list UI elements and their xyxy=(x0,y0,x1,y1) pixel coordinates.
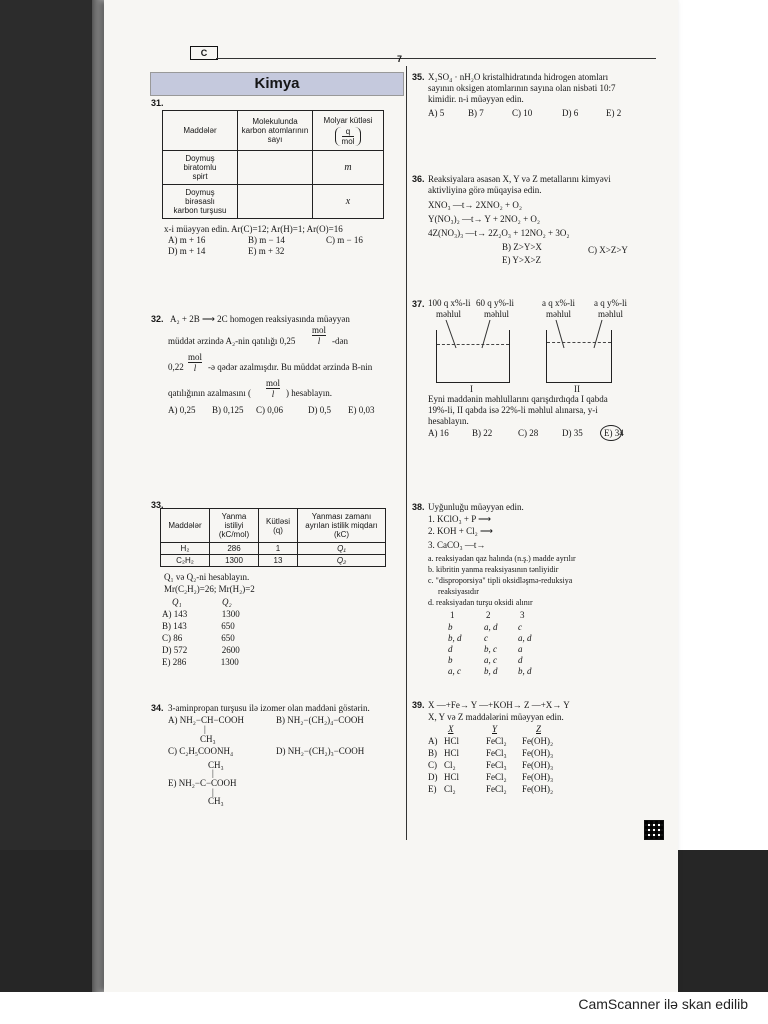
subject-title: Kimya xyxy=(254,75,300,92)
q38-option-c[interactable] xyxy=(428,644,523,654)
q32-frac3-bottom: l xyxy=(271,389,275,399)
q34-option-a[interactable]: A) NH₂−CH−COOH xyxy=(168,715,245,725)
q39-c-x: Cl₂ xyxy=(444,760,456,770)
q33-b-letter: B) xyxy=(162,621,171,631)
q37-option-e[interactable]: E) 34 xyxy=(604,428,624,438)
q32-fraction-2 xyxy=(188,352,202,373)
q32-option-c[interactable]: C) 0,06 xyxy=(256,405,283,415)
q33-option-a[interactable] xyxy=(162,609,240,619)
q39-stem: X, Y və Z maddələrini müəyyən edin. xyxy=(428,712,564,722)
q31-option-b[interactable]: B) m − 14 xyxy=(248,235,285,245)
q33-option-e[interactable] xyxy=(162,657,239,667)
q39-e-y: FeCl₂ xyxy=(486,784,507,794)
q31-unit-bracket xyxy=(335,127,362,146)
q37-option-b[interactable]: B) 22 xyxy=(472,428,493,438)
q36-line1: Reaksiyalara əsasən X, Y və Z metallarını kimyəvi xyxy=(428,174,611,184)
q37-sub-4: məhlul xyxy=(598,309,623,319)
q33-d-q2: 2600 xyxy=(221,645,240,655)
q35-option-e[interactable]: E) 2 xyxy=(606,108,622,118)
q38-prop-b: b. kibritin yanma reaksiyasının tənliyidir xyxy=(428,565,559,574)
q36-reaction1: XNO₃ —t→ 2XNO₂ + O₂ xyxy=(428,200,522,210)
q35-option-c[interactable]: C) 10 xyxy=(512,108,533,118)
pour-arrows xyxy=(424,318,644,358)
arrow-3 xyxy=(556,320,564,348)
q33-e-letter: E) xyxy=(162,657,171,667)
q38-option-d[interactable] xyxy=(428,655,523,665)
beaker-2-label: II xyxy=(574,384,580,394)
q34-option-a-bond: | xyxy=(204,724,206,734)
q38-option-e[interactable] xyxy=(428,666,532,676)
q32-fraction-1 xyxy=(312,325,326,346)
q38-a-3: c xyxy=(518,622,522,632)
q31-option-e[interactable]: E) m + 32 xyxy=(248,246,285,256)
q38-c-2: b, c xyxy=(484,644,497,654)
q39-b-x: HCl xyxy=(444,748,460,758)
q36-option-b[interactable]: B) Z>Y>X xyxy=(502,242,542,252)
q31-stem: x-i müəyyən edin. Ar(C)=12; Ar(H)=1; Ar(O)=16 xyxy=(164,224,343,234)
q36-reaction3: 4Z(NO₃)₃ —t→ 2Z₂O₃ + 12NO₂ + 3O₂ xyxy=(428,228,570,238)
q33-option-c[interactable] xyxy=(162,633,235,643)
q38-option-a[interactable] xyxy=(428,622,522,632)
q38-prop-a: a. reaksiyadan qaz halında (n.ş.) madde ayrılır xyxy=(428,554,576,563)
q33-r2-c3: 13 xyxy=(259,555,298,567)
q39-b-z: Fe(OH)₃ xyxy=(522,748,554,758)
q38-prop-c: c. "disproporsiya" tipli oksidləşmə-reduksiya xyxy=(428,576,573,585)
q31-molar-label: Molyar kütləsi xyxy=(323,115,373,125)
q38-e-1: a, c xyxy=(448,666,461,676)
q33-r2-c4: Q₂ xyxy=(298,555,386,567)
q37-sub-3: məhlul xyxy=(546,309,571,319)
q35-line1: X₂SO₄ · nH₂O kristalhidratında hidrogen atomları xyxy=(428,72,609,82)
q33-c-q1: 86 xyxy=(173,633,183,643)
q34-option-d[interactable]: D) NH₂−(CH₂)₃−COOH xyxy=(276,746,365,756)
exam-page xyxy=(104,0,678,992)
q31-number: 31. xyxy=(151,98,164,108)
q38-d-1: b xyxy=(448,655,453,665)
q33-d-letter: D) xyxy=(162,645,172,655)
q33-b-q2: 650 xyxy=(221,621,235,631)
q39-e-z: Fe(OH)₂ xyxy=(522,784,554,794)
q33-table xyxy=(160,508,386,567)
q32-number: 32. xyxy=(151,314,164,324)
q39-d-x: HCl xyxy=(444,772,460,782)
q38-e-2: b, d xyxy=(484,666,498,676)
q35-number: 35. xyxy=(412,72,425,82)
q35-option-d[interactable]: D) 6 xyxy=(562,108,579,118)
q37-answer-circle xyxy=(600,425,622,441)
q39-option-d[interactable] xyxy=(428,772,553,782)
q37-line1: Eyni maddənin məhlullarını qarışdırdıqda I qabda xyxy=(428,394,608,404)
q32-frac2-top: mol xyxy=(188,352,203,362)
q31-unit-top: q xyxy=(342,127,355,137)
q31-row1-name-l3: spirt xyxy=(192,172,208,181)
variant-letter: C xyxy=(200,48,208,58)
q35-option-b[interactable]: B) 7 xyxy=(468,108,484,118)
q32-line2b: -dən xyxy=(332,336,348,346)
q38-b-3: a, d xyxy=(518,633,532,643)
q33-header-released: Yanması zamanı ayrılan istilik miqdarı (kC) xyxy=(298,509,386,543)
q39-scheme: X —+Fe→ Y —+KOH→ Z —+X→ Y xyxy=(428,700,570,710)
arrow-1 xyxy=(446,320,456,348)
q38-b-1: b, d xyxy=(448,633,462,643)
q33-r1-c4: Q₁ xyxy=(298,543,386,555)
q35-line3: kimidir. n-i müəyyən edin. xyxy=(428,94,524,104)
q32-frac1-bottom: l xyxy=(317,336,321,346)
q33-a-q2: 1300 xyxy=(221,609,240,619)
q31-option-c[interactable]: C) m − 16 xyxy=(326,235,363,245)
q32-option-b[interactable]: B) 0,125 xyxy=(212,405,244,415)
q39-col-x: X xyxy=(448,724,454,734)
q39-e-letter: E) xyxy=(428,784,437,794)
q39-number: 39. xyxy=(412,700,425,710)
q31-row2-carbon xyxy=(238,185,313,219)
q32-fraction-3 xyxy=(266,378,280,399)
q34-option-c[interactable]: C) C₂H₅COONH₄ xyxy=(168,746,234,756)
q39-option-a[interactable] xyxy=(428,736,553,746)
q33-option-b[interactable] xyxy=(162,621,235,631)
q38-e-3: b, d xyxy=(518,666,532,676)
q31-row1-carbon xyxy=(238,151,313,185)
q32-frac3-top: mol xyxy=(266,378,281,388)
q39-c-letter: C) xyxy=(428,760,437,770)
q31-row2-name-l3: karbon turşusu xyxy=(173,206,227,215)
q33-r2-c2: 1300 xyxy=(210,555,259,567)
q37-line2: 19%-li, II qabda isə 22%-li məhlul alınarsa, y-i xyxy=(428,405,598,415)
q31-table xyxy=(162,110,384,219)
q33-col-q2: Q₂ xyxy=(222,597,232,607)
q37-option-d[interactable]: D) 35 xyxy=(562,428,583,438)
q33-a-q1: 143 xyxy=(173,609,188,619)
q31-row1-mass: m xyxy=(313,151,384,185)
q31-header-molar-mass xyxy=(313,111,384,151)
q32-line4a: qatılığının azalmasını ( xyxy=(168,388,251,398)
q36-reaction2: Y(NO₃)₂ —t→ Y + 2NO₂ + O₂ xyxy=(428,214,541,224)
q33-e-q2: 1300 xyxy=(220,657,239,667)
q35-option-a[interactable]: A) 5 xyxy=(428,108,445,118)
q31-row1-name-l2: biratomlu xyxy=(183,163,217,172)
q33-a-letter: A) xyxy=(162,609,172,619)
q31-row1-name xyxy=(163,151,238,185)
q36-option-e[interactable]: E) Y>X>Z xyxy=(502,255,542,265)
q33-r1-c3: 1 xyxy=(259,543,298,555)
arrow-2 xyxy=(482,320,490,348)
q38-c-1: d xyxy=(448,644,453,654)
footer-bar xyxy=(0,992,768,1024)
subject-banner xyxy=(150,72,404,96)
q38-d-2: a, c xyxy=(484,655,497,665)
q37-number: 37. xyxy=(412,299,425,309)
q39-c-z: Fe(OH)₃ xyxy=(522,760,554,770)
q33-b-q1: 143 xyxy=(173,621,187,631)
column-divider xyxy=(406,66,407,840)
q33-header-mass: Kütləsi (q) xyxy=(259,509,298,543)
q39-col-z: Z xyxy=(536,724,542,734)
q31-row2-name-l1: Doymuş xyxy=(185,188,215,197)
q34-stem: 3-aminpropan turşusu ilə izomer olan maddəni göstərin. xyxy=(168,703,370,713)
header-rule xyxy=(216,58,656,59)
q38-col-2: 2 xyxy=(486,610,491,620)
q34-option-e-bond1: | xyxy=(212,768,214,778)
q33-r2-c1: C₂H₂ xyxy=(161,555,210,567)
q37-label-3: a q x%-li xyxy=(542,298,575,308)
q33-option-d[interactable] xyxy=(162,645,240,655)
q38-stem: Uyğunluğu müəyyən edin. xyxy=(428,502,524,512)
scanner-watermark: CamScanner ilə skan edilib xyxy=(578,996,748,1012)
q39-col-y: Y xyxy=(492,724,498,734)
q32-line1: A₂ + 2B ⟶ 2C homogen reaksiyasında müəyyən xyxy=(170,314,350,324)
qr-code xyxy=(644,820,664,840)
q32-line3b: -ə qədər azalmışdır. Bu müddət ərzində B-nin xyxy=(208,362,373,372)
q31-option-a[interactable]: A) m + 16 xyxy=(168,235,206,245)
q39-a-letter: A) xyxy=(428,736,438,746)
q31-row1-name-l1: Doymuş xyxy=(185,154,215,163)
q33-header-heat: Yanma istiliyi (kC/mol) xyxy=(210,509,259,543)
q31-option-d[interactable]: D) m + 14 xyxy=(168,246,206,256)
q32-option-e[interactable]: E) 0,03 xyxy=(348,405,375,415)
q39-c-y: FeCl₃ xyxy=(486,760,507,770)
q39-b-y: FeCl₃ xyxy=(486,748,507,758)
q34-option-e-bottom: CH₃ xyxy=(208,796,224,806)
q33-number: 33. xyxy=(151,500,164,510)
q32-line2a: müddət ərzində A₂-nin qatılığı 0,25 xyxy=(168,336,296,346)
q36-option-c[interactable]: C) X>Z>Y xyxy=(588,245,628,255)
q37-sub-2: məhlul xyxy=(484,309,509,319)
q38-item-1: 1. KClO₃ + P ⟶ xyxy=(428,514,492,524)
q38-d-3: d xyxy=(518,655,523,665)
arrow-4 xyxy=(594,320,602,348)
q37-option-a[interactable]: A) 16 xyxy=(428,428,449,438)
q34-number: 34. xyxy=(151,703,164,713)
q34-option-e-top: CH₃ xyxy=(208,760,224,770)
q39-option-c[interactable] xyxy=(428,760,553,770)
q32-line3a: 0,22 xyxy=(168,362,184,372)
q38-c-3: a xyxy=(518,644,523,654)
q39-d-z: Fe(OH)₃ xyxy=(522,772,554,782)
q33-d-q1: 572 xyxy=(173,645,188,655)
q39-d-y: FeCl₂ xyxy=(486,772,507,782)
q37-option-c[interactable]: C) 28 xyxy=(518,428,539,438)
q38-b-2: c xyxy=(484,633,488,643)
q32-frac1-top: mol xyxy=(312,325,327,335)
q33-header-substances: Maddələr xyxy=(161,509,210,543)
q37-sub-1: məhlul xyxy=(436,309,461,319)
page-number: 7 xyxy=(397,54,403,64)
q33-r1-c2: 286 xyxy=(210,543,259,555)
q33-stem2: Mr(C₂H₂)=26; Mr(H₂)=2 xyxy=(164,584,255,594)
q31-row2-name xyxy=(163,185,238,219)
q39-a-x: HCl xyxy=(444,736,460,746)
q38-a-2: a, d xyxy=(484,622,498,632)
q39-option-b[interactable] xyxy=(428,748,553,758)
q39-b-letter: B) xyxy=(428,748,437,758)
q31-row2-name-l2: birəsaslı xyxy=(185,197,215,206)
q32-option-d[interactable]: D) 0,5 xyxy=(308,405,331,415)
q38-col-3: 3 xyxy=(520,610,525,620)
q39-a-z: Fe(OH)₂ xyxy=(522,736,554,746)
q39-d-letter: D) xyxy=(428,772,438,782)
variant-box xyxy=(190,46,218,60)
q38-col-1: 1 xyxy=(450,610,455,620)
q33-stem1: Q₁ və Q₂-ni hesablayın. xyxy=(164,572,250,582)
q33-col-q1: Q₁ xyxy=(172,597,182,607)
q38-prop-d: d. reaksiyadan turşu oksidi alınır xyxy=(428,598,533,607)
q33-r1-c1: H₂ xyxy=(161,543,210,555)
q37-line3: hesablayın. xyxy=(428,416,469,426)
q31-unit-bottom: mol xyxy=(341,136,355,146)
q33-c-letter: C) xyxy=(162,633,171,643)
q36-line2: aktivliyinə görə müqayisə edin. xyxy=(428,185,542,195)
q33-c-q2: 650 xyxy=(221,633,235,643)
q38-prop-c2: reaksiyasıdır xyxy=(438,587,479,596)
q38-a-1: b xyxy=(448,622,453,632)
q31-header-carbon-count: Molekulunda karbon atomlarının sayı xyxy=(238,111,313,151)
q39-a-y: FeCl₂ xyxy=(486,736,507,746)
q37-label-1: 100 q x%-li xyxy=(428,298,471,308)
q31-row2-mass: x xyxy=(313,185,384,219)
q34-option-e-bond2: | xyxy=(212,787,214,797)
q38-number: 38. xyxy=(412,502,425,512)
q34-option-e[interactable]: E) NH₂−C−COOH xyxy=(168,778,237,788)
q39-option-e[interactable] xyxy=(428,784,553,794)
q38-item-2: 2. KOH + Cl₂ ⟶ xyxy=(428,526,493,536)
q33-e-q1: 286 xyxy=(172,657,187,667)
q34-option-b[interactable]: B) NH₂−(CH₂)₄−COOH xyxy=(276,715,364,725)
q32-frac2-bottom: l xyxy=(193,363,197,373)
q39-e-x: Cl₂ xyxy=(444,784,456,794)
q34-option-a-sub: CH₃ xyxy=(200,734,216,744)
q36-number: 36. xyxy=(412,174,425,184)
q35-line2: sayının oksigen atomlarının sayına olan nisbəti 10:7 xyxy=(428,83,616,93)
q38-item-3: 3. CaCO₃ —t→ xyxy=(428,540,486,550)
q37-label-2: 60 q y%-li xyxy=(476,298,514,308)
q32-option-a[interactable]: A) 0,25 xyxy=(168,405,196,415)
beaker-1-label: I xyxy=(470,384,473,394)
q32-line4b: ) hesablayın. xyxy=(286,388,332,398)
q37-label-4: a q y%-li xyxy=(594,298,627,308)
q38-option-b[interactable] xyxy=(428,633,532,643)
q31-header-substances: Maddələr xyxy=(163,111,238,151)
